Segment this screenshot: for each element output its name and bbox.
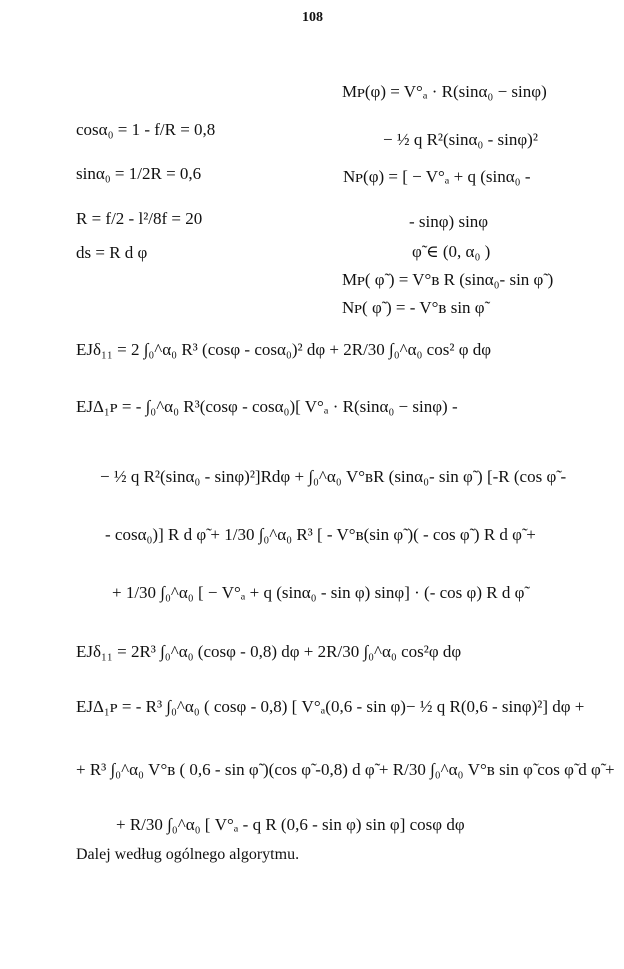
normal-force-equation-b: Nᴘ( φ̃ ) = - V°ʙ sin φ̃ <box>342 298 485 317</box>
equation-delta1p-numeric-line3: + R/30 ∫₀^α₀ [ V°ₐ - q R (0,6 - sin φ) sin φ] cosφ dφ <box>116 815 465 834</box>
moment-equation-b: Mᴘ( φ̃ ) = V°ʙ R (sinα₀- sin φ̃ ) <box>342 270 554 289</box>
equation-delta1p-line4: + 1/30 ∫₀^α₀ [ − V°ₐ + q (sinα₀ - sin φ) sinφ] · (- cos φ) R d φ̃ <box>112 583 525 602</box>
radius-formula: R = f/2 - l²/8f = 20 <box>76 209 203 228</box>
equation-delta1p-line1: EJΔ₁ᴘ = - ∫₀^α₀ R³(cosφ - cosα₀)[ V°ₐ · R(sinα₀ − sinφ) - <box>76 397 458 416</box>
moment-equation-a: Mᴘ(φ) = V°ₐ · R(sinα₀ − sinφ) <box>342 82 547 101</box>
cos-alpha-formula: cosα₀ = 1 - f/R = 0,8 <box>76 120 216 139</box>
page-number: 108 <box>302 10 323 25</box>
sin-alpha-formula: sinα₀ = 1/2R = 0,6 <box>76 164 202 183</box>
equation-delta1p-numeric-line1: EJΔ₁ᴘ = - R³ ∫₀^α₀ ( cosφ - 0,8) [ V°ₐ(0,6 - sin φ)− ½ q R(0,6 - sinφ)²] dφ + <box>76 697 585 716</box>
angle-domain: φ̃ ∈ (0, α₀ ) <box>412 242 491 261</box>
closing-text: Dalej według ogólnego algorytmu. <box>76 846 300 863</box>
normal-force-equation-a-continued: - sinφ) sinφ <box>409 212 489 231</box>
equation-delta1p-line2: − ½ q R²(sinα₀ - sinφ)²]Rdφ + ∫₀^α₀ V°ʙR (sinα₀- sin φ̃ ) [-R (cos φ̃ - <box>100 467 567 486</box>
equation-delta11: EJδ₁₁ = 2 ∫₀^α₀ R³ (cosφ - cosα₀)² dφ + 2R/30 ∫₀^α₀ cos² φ dφ <box>76 340 492 359</box>
normal-force-equation-a: Nᴘ(φ) = [ − V°ₐ + q (sinα₀ - <box>343 167 531 186</box>
equation-delta1p-line3: - cosα₀)] R d φ̃ + 1/30 ∫₀^α₀ R³ [ - V°ʙ(sin φ̃ )( - cos φ̃ ) R d φ̃ + <box>105 525 536 544</box>
equation-delta1p-numeric-line2: + R³ ∫₀^α₀ V°ʙ ( 0,6 - sin φ̃ )(cos φ̃ -0,8) d φ̃ + R/30 ∫₀^α₀ V°ʙ sin φ̃ cos φ̃ d φ̃ + <box>76 760 615 779</box>
arc-element-formula: ds = R d φ <box>76 243 148 262</box>
equation-delta11-numeric: EJδ₁₁ = 2R³ ∫₀^α₀ (cosφ - 0,8) dφ + 2R/30 ∫₀^α₀ cos²φ dφ <box>76 642 462 661</box>
moment-equation-a-continued: − ½ q R²(sinα₀ - sinφ)² <box>383 130 538 149</box>
